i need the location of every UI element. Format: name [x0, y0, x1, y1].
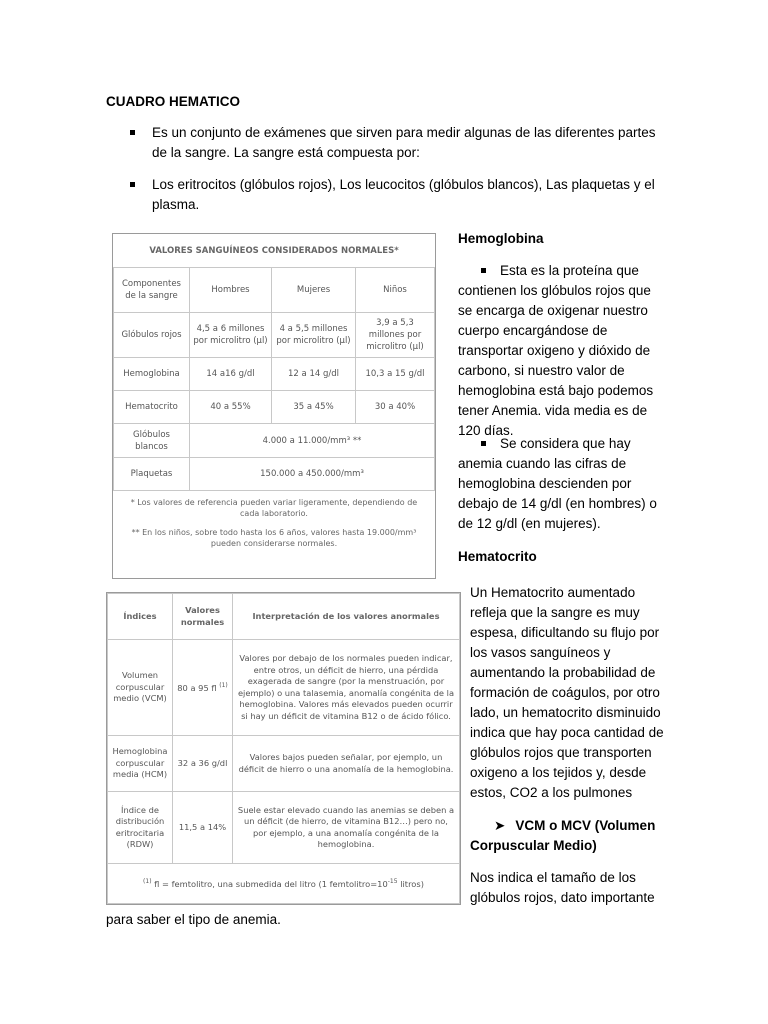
table-footnote: * Los valores de referencia pueden variar ligeramente, dependiendo de cada laboratorio. [130, 498, 418, 518]
square-bullet-icon [130, 130, 135, 135]
table-cell: Índice de distribución eritrocitaria (RDW) [108, 792, 173, 864]
footnote-marker: (1) [143, 878, 152, 886]
table-cell: 32 a 36 g/dl [173, 736, 233, 792]
table-cell: 35 a 45% [272, 391, 356, 424]
table-title: VALORES SANGUÍNEOS CONSIDERADOS NORMALES* [114, 234, 435, 268]
hemoglobina-paragraph-2 [458, 434, 663, 534]
hemoglobina-paragraph-1 [458, 261, 663, 441]
table-cell: Glóbulos blancos [114, 424, 190, 458]
normal-blood-values-table [112, 233, 436, 579]
table-cell: 3,9 a 5,3 millones por microlitro (µl) [356, 313, 435, 358]
table-header: Hombres [190, 268, 272, 313]
table-row [114, 391, 435, 424]
table-row [114, 458, 435, 491]
hemoglobina-heading: Hemoglobina [458, 231, 544, 246]
table-cell: 4 a 5,5 millones por microlitro (µl) [272, 313, 356, 358]
square-bullet-icon [481, 441, 486, 446]
bottom-line: para saber el tipo de anemia. [106, 912, 281, 927]
table-cell: Suele estar elevado cuando las anemias se deben a un déficit (de hierro, de vitamina B12…) pero no, por ejemplo, a una anomalía congénita de la hemoglobina. [233, 792, 460, 864]
table-header: Valores normales [173, 594, 233, 640]
table-cell: Hemoglobina corpuscular media (HCM) [108, 736, 173, 792]
table-cell: 150.000 a 450.000/mm³ [190, 458, 435, 491]
table-cell: 4.000 a 11.000/mm³ ** [190, 424, 435, 458]
table-row [114, 358, 435, 391]
table-cell: Valores por debajo de los normales pueden indicar, entre otros, un déficit de hierro, una pérdida exagerada de sangre (por la menstruación, por ejemplo) o una talasemia, anomalía congénita de la hemoglobina. Valores más elevados pueden ocurrir si hay un déficit de vitamina B12 o de ácido fólico. [233, 640, 460, 736]
table-footnote [108, 864, 460, 904]
hematocrito-heading: Hematocrito [458, 549, 537, 564]
footnote-exponent: -15 [387, 878, 398, 886]
table-row [108, 736, 460, 792]
table-header: Niños [356, 268, 435, 313]
table-row [108, 640, 460, 736]
table-cell: 10,3 a 15 g/dl [356, 358, 435, 391]
table-cell: Valores bajos pueden señalar, por ejemplo, un déficit de hierro o una anomalía de la hemoglobina. [233, 736, 460, 792]
value-text: 80 a 95 fl [177, 683, 217, 694]
table-row [108, 792, 460, 864]
bullet-text: Es un conjunto de exámenes que sirven para medir algunas de las diferentes partes de la sangre. La sangre está compuesta por: [152, 125, 656, 160]
table-cell: 4,5 a 6 millones por microlitro (µl) [190, 313, 272, 358]
square-bullet-icon [481, 268, 486, 273]
table-cell: 12 a 14 g/dl [272, 358, 356, 391]
table-cell: 30 a 40% [356, 391, 435, 424]
paragraph-text: Esta es la proteína que contienen los glóbulos rojos que se encarga de oxigenar nuestro cuerpo encargándose de transportar oxigeno y dióxido de carbono, si nuestro valor de hemoglobina está bajo podemos tener Anemia. vida media es de 120 días. [458, 263, 654, 438]
footnote-text: litros) [397, 879, 424, 890]
hematocrito-paragraph: Un Hematocrito aumentado refleja que la sangre es muy espesa, dificultando su flujo por los vasos sanguíneos y aumentando la probabilidad de formación de coágulos, por otro lado, un hematocrito disminuido indica que hay poca cantidad de glóbulos rojos que transporten oxigeno a los tejidos y, desde estos, CO2 a los pulmones [470, 585, 664, 800]
table-header: Mujeres [272, 268, 356, 313]
vcm-heading [470, 816, 670, 856]
table-cell: 14 a16 g/dl [190, 358, 272, 391]
table-header: Índices [108, 594, 173, 640]
table-cell [173, 640, 233, 736]
square-bullet-icon [130, 182, 135, 187]
arrow-bullet-icon: ➤ [494, 818, 506, 833]
bullet-text: Los eritrocitos (glóbulos rojos), Los leucocitos (glóbulos blancos), Las plaquetas y el plasma. [152, 177, 655, 212]
table-footnote: ** En los niños, sobre todo hasta los 6 años, valores hasta 19.000/mm³ pueden considerarse normales. [131, 528, 417, 548]
value-superscript: (1) [219, 682, 228, 690]
vcm-paragraph: Nos indica el tamaño de los glóbulos rojos, dato importante [470, 870, 655, 905]
vcm-heading-text: VCM o MCV (Volumen Corpuscular Medio) [470, 818, 656, 853]
table-cell: Hemoglobina [114, 358, 190, 391]
table-cell: Volumen corpuscular medio (VCM) [108, 640, 173, 736]
table-cell: Hematocrito [114, 391, 190, 424]
table-row [114, 424, 435, 458]
table-header: Componentes de la sangre [114, 268, 190, 313]
bullet-item [130, 175, 670, 215]
table-header: Interpretación de los valores anormales [233, 594, 460, 640]
table-cell: Glóbulos rojos [114, 313, 190, 358]
table-cell: 11,5 a 14% [173, 792, 233, 864]
paragraph-text: Se considera que hay anemia cuando las cifras de hemoglobina descienden por debajo de 14 g/dl (en hombres) o de 12 g/dl (en mujeres). [458, 436, 657, 531]
red-cell-indices-table [106, 592, 461, 905]
table-footnote-row [108, 864, 460, 904]
bullet-item [130, 123, 670, 163]
table-row [114, 313, 435, 358]
table-cell: Plaquetas [114, 458, 190, 491]
intro-bullet-list [130, 123, 670, 227]
footnote-text: fl = femtolitro, una submedida del litro (1 femtolitro=10 [151, 879, 388, 890]
document-heading: CUADRO HEMATICO [106, 94, 240, 109]
table-cell: 40 a 55% [190, 391, 272, 424]
